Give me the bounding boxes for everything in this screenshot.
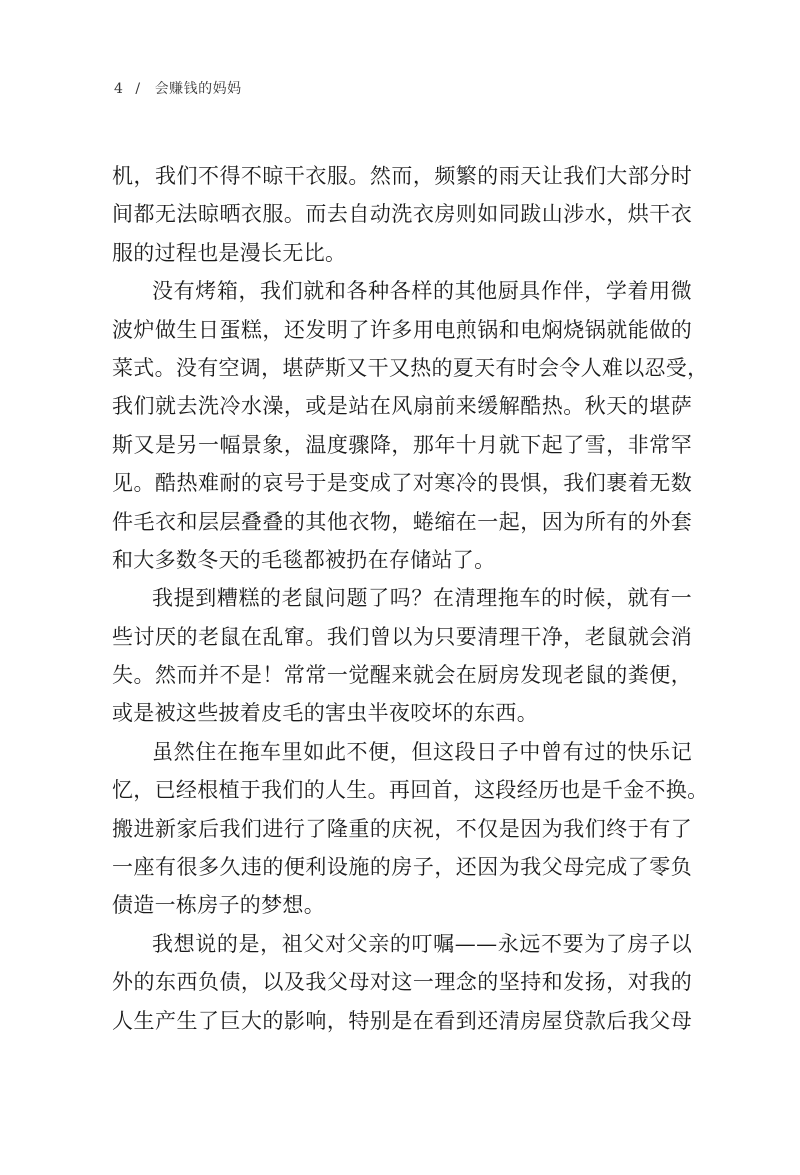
text-line: 债造一栋房子的梦想。 (112, 893, 325, 918)
text-line: 我们就去洗冷水澡，或是站在风扇前来缓解酷热。秋天的堪萨 (112, 394, 692, 419)
text-line: 波炉做生日蛋糕，还发明了许多用电煎锅和电焖烧锅就能做的 (112, 317, 692, 342)
text-line: 间都无法晾晒衣服。而去自动洗衣房则如同跋山涉水，烘干衣 (112, 202, 692, 227)
text-line: 和大多数冬天的毛毯都被扔在存储站了。 (112, 547, 496, 572)
text-line: 外的东西负债，以及我父母对这一理念的坚持和发扬，对我的 (112, 970, 692, 995)
text-line: 忆，已经根植于我们的人生。再回首，这段经历也是千金不换。 (112, 778, 709, 803)
text-line: 人生产生了巨大的影响，特别是在看到还清房屋贷款后我父母 (112, 1008, 692, 1033)
text-line: 件毛衣和层层叠叠的其他衣物，蜷缩在一起，因为所有的外套 (112, 509, 692, 534)
paragraph-first-line: 没有烤箱，我们就和各种各样的其他厨具作伴，学着用微 (152, 279, 692, 304)
running-head (114, 78, 242, 98)
book-title: 会赚钱的妈妈 (154, 81, 242, 97)
text-line: 见。酷热难耐的哀号于是变成了对寒冷的畏惧，我们裹着无数 (112, 471, 692, 496)
text-line: 斯又是另一幅景象，温度骤降，那年十月就下起了雪，非常罕 (112, 432, 692, 457)
header-separator: / (135, 81, 141, 97)
paragraph-first-line: 我提到糟糕的老鼠问题了吗？在清理拖车的时候，就有一 (152, 586, 692, 611)
text-line: 菜式。没有空调，堪萨斯又干又热的夏天有时会令人难以忍受， (112, 355, 709, 380)
paragraph-first-line: 我想说的是，祖父对父亲的叮嘱——永远不要为了房子以 (152, 931, 692, 956)
text-line: 机，我们不得不晾干衣服。然而，频繁的雨天让我们大部分时 (112, 164, 692, 188)
page-number: 4 (114, 81, 124, 97)
body-text (112, 157, 709, 1040)
text-line: 失。然而并不是！常常一觉醒来就会在厨房发现老鼠的粪便， (112, 663, 692, 688)
text-line: 搬进新家后我们进行了隆重的庆祝，不仅是因为我们终于有了 (112, 816, 692, 841)
text-line: 些讨厌的老鼠在乱窜。我们曾以为只要清理干净，老鼠就会消 (112, 624, 692, 649)
text-line: 或是被这些披着皮毛的害虫半夜咬坏的东西。 (112, 701, 538, 726)
paragraph-first-line: 虽然住在拖车里如此不便，但这段日子中曾有过的快乐记 (152, 739, 692, 764)
text-line: 服的过程也是漫长无比。 (112, 240, 347, 265)
text-line: 一座有很多久违的便利设施的房子，还因为我父母完成了零负 (112, 855, 692, 880)
